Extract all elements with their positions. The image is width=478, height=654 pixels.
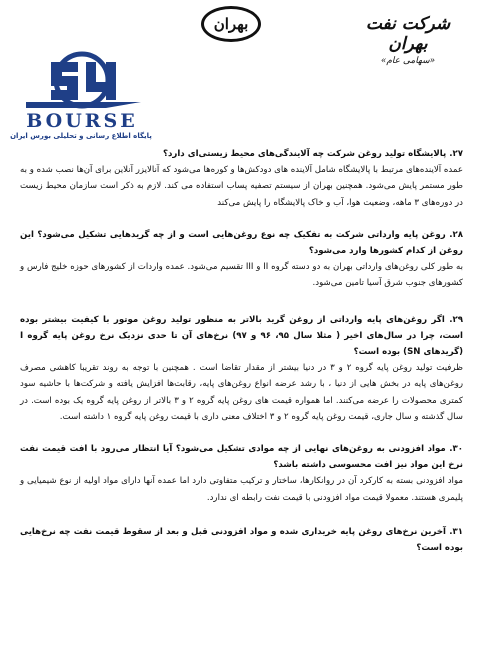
bourse-mark-icon xyxy=(6,44,161,114)
question-text: ٢٨. روغن پایه وارداتی شرکت به تفکیک چه نوع روغن‌هایی است و از چه گریدهایی تشکیل می‌شود؟ این روغن از کدام کشورها وارد می‌شود؟ xyxy=(20,229,463,257)
question-text: ٣٠. مواد افزودنی به روغن‌های نهایی از چه موادی تشکیل می‌شود؟ آیا انتظار می‌رود با افت قیمت نفت نرخ این مواد نیز افت محسوسی داشته باشد؟ xyxy=(20,444,463,471)
answer-text: به طور کلی روغن‌های وارداتی بهران به دو دسته گروه II و III تقسیم می‌شود. عمده واردات از کشورهای حوزه خلیج فارس و کشورهای جنوب شرق آسیا تامین می‌شود. xyxy=(20,262,463,289)
answer-30 xyxy=(20,473,463,505)
company-logo xyxy=(348,14,468,66)
bourse-logo xyxy=(6,44,161,144)
question-28 xyxy=(20,227,463,259)
qa-content xyxy=(20,146,463,556)
answer-29 xyxy=(20,360,463,425)
answer-text: ظرفیت تولید روغن پایه گروه ٢ و ٣ در دنیا بیشتر از مقدار تقاضا است . همچنین با توجه به روند تقریبا کاهشی مصرف روغن‌های پایه در بخش هایی از دنیا ، با رشد عرضه انواع روغن‌های پایه، رقابت‌ها افزایش یافته و شرکت‌ها با حاشیه سود کمتری محصولات را عرضه می‌کنند. اما همواره قیمت های روغن پایه گروه ٢ و ٣ بالاتر از روغن پایه گروه یک بوده است. در سال گذشته و سال جاری، قیمت روغن پایه گروه ٢ و ٣ اختلاف معنی داری با قیمت روغن پایه گروه ١ داشته است. xyxy=(20,363,463,422)
answer-28 xyxy=(20,259,463,291)
question-29 xyxy=(20,312,463,361)
behran-emblem-text: بهران xyxy=(213,15,249,33)
answer-27 xyxy=(20,162,463,211)
question-text: ٢٧. پالایشگاه تولید روغن شرکت چه آلایندگی‌های محیط زیستی‌ای دارد؟ xyxy=(163,149,463,159)
company-subtitle: «سهامی عام» xyxy=(380,56,436,66)
question-27 xyxy=(20,146,463,162)
bourse-wordmark: BOURSE xyxy=(26,110,138,132)
company-name: شرکت نفت بهران xyxy=(365,14,451,54)
question-text: ٣١. آخرین نرخ‌های روغن پایه خریداری شده و مواد افزودنی قبل و بعد از سقوط قیمت نفت چه نرخ‌هایی بوده است؟ xyxy=(20,526,463,554)
answer-text: مواد افزودنی بسته به کارکرد آن در روانکارها، ساختار و ترکیب متفاوتی دارد اما عمده آنها دارای مواد اولیه از نوع شیمیایی و پلیمری هستند. معمولا قیمت مواد افزودنی با قیمت نفت رابطه ای ندارد. xyxy=(20,476,463,503)
bourse-tagline: پایگاه اطلاع رسانی و تحلیلی بورس ایران xyxy=(10,132,152,140)
answer-text: عمده آلاینده‌های مرتبط با پالایشگاه شامل آلاینده های دودکش‌ها و کوره‌ها می‌شود که آنالایزر آنلاین برای آن‌ها نصب شده و به طور مستمر پایش می‌شود. همچنین بهران از سیستم تصفیه پساب استفاده می کند. لازم به ذکر است سازمان محیط زیست در دوره‌های ٣ ماهه، وضعیت هوا، آب و خاک پالایشگاه را پایش می‌کند xyxy=(20,165,463,208)
question-text: ٢٩. اگر روغن‌های پایه وارداتی از روغن گرید بالاتر به منظور تولید روغن موتور با کیفیت بیشتر بوده است، چرا در سال‌های اخیر ( مثلا سال ٩۵، ٩۶ و ٩٧) نرخ‌های آن تا حدی نزدیک نرخ روغن پایه گروه I (گریدهای SN) بوده است؟ xyxy=(20,314,463,358)
question-30 xyxy=(20,441,463,473)
behran-emblem xyxy=(201,6,261,42)
question-31 xyxy=(20,524,463,556)
